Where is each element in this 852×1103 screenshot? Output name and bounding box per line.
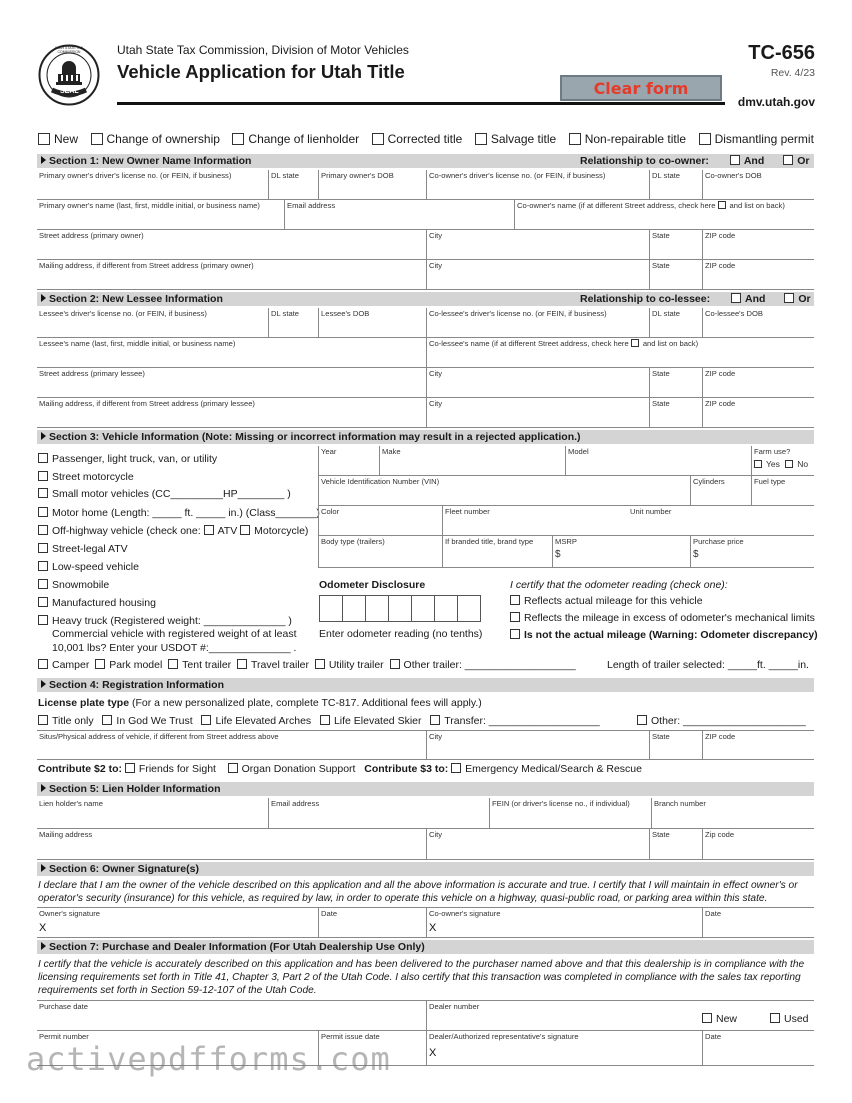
state-field[interactable]: State [649, 731, 702, 759]
vehicle-info-grid [318, 446, 814, 569]
s2-row-1 [37, 308, 814, 338]
type-street-legal-atv[interactable]: Street-legal ATV [38, 543, 128, 555]
form-title: Vehicle Application for Utah Title [117, 61, 405, 82]
checkbox[interactable] [125, 763, 135, 773]
plate-options [38, 715, 814, 727]
lien-fein-field[interactable]: FEIN (or driver's license no., if individual) [489, 798, 651, 828]
s2-row-3 [37, 368, 814, 398]
checkbox[interactable] [38, 543, 48, 553]
type-passenger[interactable]: Passenger, light truck, van, or utility [38, 453, 217, 465]
checkbox[interactable] [631, 339, 639, 347]
checkbox[interactable] [731, 293, 741, 303]
colessee-dl-field[interactable]: Co-lessee's driver's license no. (or FEIN, if business) [426, 308, 649, 337]
s6-signature-row [37, 907, 814, 938]
dealer-number-field[interactable]: Dealer number [426, 1001, 814, 1030]
checkbox[interactable] [232, 133, 244, 145]
zip-field[interactable]: ZIP code [702, 731, 814, 759]
checkbox[interactable] [38, 579, 48, 589]
primary-dob-field[interactable]: Primary owner's DOB [318, 170, 426, 199]
plate-in-god-we-trust[interactable]: In God We Trust [102, 715, 192, 727]
vehicle-row-1 [318, 446, 814, 476]
usdot-field[interactable]: 10,001 lbs? Enter your USDOT #:______________ . [52, 642, 297, 654]
clear-form-button[interactable]: Clear form [560, 75, 722, 101]
fleet-number-field[interactable]: Fleet number [442, 506, 628, 535]
checkbox[interactable] [91, 133, 103, 145]
trailer-options [38, 659, 576, 671]
s2-row-2 [37, 338, 814, 368]
checkbox[interactable] [38, 561, 48, 571]
rel-and[interactable]: And [731, 293, 765, 305]
vehicle-row-2 [318, 476, 814, 506]
option-dismantling-permit[interactable]: Dismantling permit [699, 132, 814, 146]
year-field[interactable]: Year [318, 446, 379, 475]
co-lessee-relationship: Relationship to co-lessee: And Or [580, 293, 811, 305]
zip-field[interactable]: Zip code [702, 829, 814, 859]
checkbox[interactable] [240, 525, 250, 535]
s1-row-2 [37, 200, 814, 230]
contrib-emergency[interactable]: Emergency Medical/Search & Rescue [451, 763, 642, 775]
checkbox[interactable] [228, 763, 238, 773]
checkbox[interactable] [38, 615, 48, 625]
lien-email-field[interactable]: Email address [268, 798, 489, 828]
option-salvage-title[interactable]: Salvage title [475, 132, 556, 146]
checkbox[interactable] [95, 659, 105, 669]
plate-arches[interactable]: Life Elevated Arches [201, 715, 311, 727]
header-rule [117, 102, 725, 105]
dealer-used[interactable]: Used [770, 1013, 809, 1025]
primary-name-field[interactable]: Primary owner's name (last, first, middle initial, or business name) [39, 201, 260, 210]
odo-excess[interactable]: Reflects the mileage in excess of odometer's mechanical limits [510, 612, 815, 624]
arrow-icon [41, 294, 46, 302]
lien-mailing-address-field[interactable]: Mailing address [39, 830, 93, 839]
checkbox[interactable] [320, 715, 330, 725]
arrow-icon [41, 942, 46, 950]
permit-issue-date-field[interactable]: Permit issue date [318, 1031, 426, 1065]
owner-signature-field[interactable]: Owner's signature X [39, 909, 100, 934]
type-small-motor[interactable]: Small motor vehicles (CC_________HP________ ) [38, 488, 291, 500]
type-ohv[interactable]: Off-highway vehicle (check one: ATV Motorcycle) [38, 525, 308, 537]
checkbox[interactable] [510, 629, 520, 639]
trailer-tent[interactable]: Tent trailer [168, 659, 231, 671]
zip-field[interactable]: ZIP code [702, 260, 814, 289]
checkbox[interactable] [38, 453, 48, 463]
cylinders-field[interactable]: Cylinders [690, 476, 751, 505]
coowner-name-field[interactable]: Co-owner's name (if at different Street address, check here and list on back) [514, 200, 814, 229]
vehicle-row-3 [318, 506, 814, 536]
city-field[interactable]: City [426, 829, 649, 859]
owner-declaration: I declare that I am the owner of the vehicle described on this application and all the above information is accurate and true. I certify that I will maintain in effect owner's or operator's security (insurance) for this vehicle, as required by law, in order to operate this vehicle on a highway, quasi-public road, or parking area within this state. [38, 880, 798, 904]
email-field[interactable]: Email address [284, 200, 514, 229]
checkbox[interactable] [430, 715, 440, 725]
checkbox[interactable] [699, 133, 711, 145]
state-field[interactable]: State [649, 230, 702, 259]
s1-row-1 [37, 170, 814, 200]
city-field[interactable]: City [426, 260, 649, 289]
section-2-header: Section 2: New Lessee Information Relationship to co-lessee: And Or [37, 292, 814, 306]
lessee-dl-state-field[interactable]: DL state [268, 308, 318, 337]
option-new[interactable]: New [38, 132, 78, 146]
lien-holder-name-field[interactable]: Lien holder's name [39, 799, 103, 808]
s5-row-1 [37, 798, 814, 829]
trailer-camper[interactable]: Camper [38, 659, 89, 671]
section-3-header: Section 3: Vehicle Information (Note: Missing or incorrect information may result in a rejected application.) [37, 430, 814, 444]
type-low-speed[interactable]: Low-speed vehicle [38, 561, 139, 573]
checkbox[interactable] [770, 1013, 780, 1023]
watermark: activepdfforms.com [26, 1040, 391, 1078]
revision: Rev. 4/23 [770, 67, 815, 79]
s2-row-4 [37, 398, 814, 428]
odometer-certify: I certify that the odometer reading (check one): [510, 579, 728, 591]
street-address-field[interactable]: Street address (primary owner) [39, 231, 144, 240]
checkbox[interactable] [168, 659, 178, 669]
s5-row-2 [37, 829, 814, 860]
fuel-type-field[interactable]: Fuel type [751, 476, 814, 505]
msrp-field[interactable]: MSRP $ [552, 536, 690, 567]
section-6-header: Section 6: Owner Signature(s) [37, 862, 814, 876]
state-seal [38, 44, 100, 106]
checkbox[interactable] [38, 525, 48, 535]
odometer-enter-label: Enter odometer reading (no tenths) [319, 628, 483, 640]
arrow-icon [41, 864, 46, 872]
colessee-dob-field[interactable]: Co-lessee's DOB [702, 308, 814, 337]
body-type-field[interactable]: Body type (trailers) [318, 536, 442, 567]
coowner-dl-state-field[interactable]: DL state [649, 170, 702, 199]
trailer-length-field[interactable]: Length of trailer selected: _____ft. _____in. [607, 659, 809, 671]
website: dmv.utah.gov [737, 95, 815, 109]
colessee-dl-state-field[interactable]: DL state [649, 308, 702, 337]
option-change-ownership[interactable]: Change of ownership [91, 132, 220, 146]
purpose-options [38, 132, 814, 146]
state-field[interactable]: State [649, 398, 702, 427]
type-snowmobile[interactable]: Snowmobile [38, 579, 109, 591]
type-manufactured-housing[interactable]: Manufactured housing [38, 597, 156, 609]
option-non-repairable[interactable]: Non-repairable title [569, 132, 686, 146]
primary-dl-field[interactable]: Primary owner's driver's license no. (or FEIN, if business) [39, 171, 232, 180]
plate-skier[interactable]: Life Elevated Skier [320, 715, 422, 727]
owner-date-field[interactable]: Date [318, 908, 426, 937]
colessee-name-field[interactable]: Co-lessee's name (if at different Street address, check here and list on back) [426, 338, 814, 367]
permit-number-field[interactable]: Permit number [39, 1032, 89, 1041]
co-owner-relationship: Relationship to co-owner: And Or [580, 155, 810, 167]
coowner-date-field[interactable]: Date [702, 908, 814, 937]
checkbox[interactable] [38, 507, 48, 517]
s1-row-4 [37, 260, 814, 290]
checkbox[interactable] [510, 595, 520, 605]
make-field[interactable]: Make [379, 446, 565, 475]
section-4-header: Section 4: Registration Information [37, 678, 814, 692]
checkbox[interactable] [451, 763, 461, 773]
checkbox[interactable] [475, 133, 487, 145]
seal-word: SEAL [60, 88, 79, 95]
city-field[interactable]: City [426, 230, 649, 259]
dealer-new[interactable]: New [702, 1013, 737, 1025]
odometer-title: Odometer Disclosure [319, 579, 426, 591]
type-motor-home[interactable]: Motor home (Length: _____ ft. _____ in.) (Class_______) [38, 507, 320, 519]
coowner-signature-field[interactable]: Co-owner's signature X [426, 908, 702, 937]
checkbox[interactable] [38, 659, 48, 669]
checkbox[interactable] [569, 133, 581, 145]
section-7-header: Section 7: Purchase and Dealer Information (For Utah Dealership Use Only) [37, 940, 814, 954]
arrow-icon [41, 432, 46, 440]
lessee-dl-field[interactable]: Lessee's driver's license no. (or FEIN, if business) [39, 309, 207, 318]
dealer-date-field[interactable]: Date [702, 1031, 814, 1065]
mailing-address-field[interactable]: Mailing address, if different from Street address (primary owner) [39, 261, 254, 270]
unit-number-field[interactable]: Unit number [630, 507, 672, 516]
street-address-field[interactable]: Street address (primary lessee) [39, 369, 145, 378]
situs-address-field[interactable]: Situs/Physical address of vehicle, if different from Street address above [39, 732, 279, 741]
form-number: TC-656 [748, 42, 815, 64]
plate-transfer[interactable]: Transfer: ___________________ [430, 715, 600, 727]
s7-row-1 [37, 1000, 814, 1031]
checkbox[interactable] [510, 612, 520, 622]
checkbox[interactable] [754, 460, 762, 468]
contributions: Contribute $2 to: Friends for Sight Organ Donation Support Contribute $3 to: Emergency Medical/Search & Rescue [38, 763, 642, 775]
purchase-price-field[interactable]: Purchase price $ [690, 536, 814, 567]
section-5-header: Section 5: Lien Holder Information [37, 782, 814, 796]
plate-title-only[interactable]: Title only [38, 715, 94, 727]
contrib-friends-sight[interactable]: Friends for Sight [125, 763, 216, 775]
color-field[interactable]: Color [318, 506, 442, 535]
type-heavy-truck[interactable]: Heavy truck (Registered weight: ______________ ) [38, 615, 292, 627]
type-street-motorcycle[interactable]: Street motorcycle [38, 471, 134, 483]
farm-use-field: Farm use? Yes No [751, 446, 814, 475]
option-corrected-title[interactable]: Corrected title [372, 132, 463, 146]
farm-yes[interactable]: Yes [754, 459, 780, 469]
checkbox[interactable] [784, 293, 794, 303]
trailer-park-model[interactable]: Park model [95, 659, 162, 671]
purchase-date-field[interactable]: Purchase date [39, 1002, 88, 1011]
trailer-other[interactable]: Other trailer: ___________________ [390, 659, 576, 671]
checkbox[interactable] [718, 201, 726, 209]
state-field[interactable]: State [649, 260, 702, 289]
contrib-organ-donation[interactable]: Organ Donation Support [228, 763, 356, 775]
option-change-lienholder[interactable]: Change of lienholder [232, 132, 359, 146]
odo-actual[interactable]: Reflects actual mileage for this vehicle [510, 595, 703, 607]
city-field[interactable]: City [426, 398, 649, 427]
rel-and[interactable]: And [730, 155, 764, 167]
model-field[interactable]: Model [565, 446, 751, 475]
checkbox[interactable] [38, 133, 50, 145]
trailer-utility[interactable]: Utility trailer [315, 659, 384, 671]
checkbox[interactable] [201, 715, 211, 725]
branch-number-field[interactable]: Branch number [651, 798, 814, 828]
coowner-dob-field[interactable]: Co-owner's DOB [702, 170, 814, 199]
agency-name: Utah State Tax Commission, Division of Motor Vehicles [117, 43, 409, 57]
checkbox[interactable] [38, 471, 48, 481]
situs-row [37, 730, 814, 760]
arrow-icon [41, 784, 46, 792]
checkbox[interactable] [702, 1013, 712, 1023]
checkbox[interactable] [372, 133, 384, 145]
checkbox[interactable] [102, 715, 112, 725]
checkbox[interactable] [390, 659, 400, 669]
zip-field[interactable]: ZIP code [702, 368, 814, 397]
rel-or[interactable]: Or [784, 293, 810, 305]
odometer-boxes[interactable] [319, 595, 481, 622]
checkbox[interactable] [783, 155, 793, 165]
dealer-certification: I certify that the vehicle is accurately described on this application and has been delivered to the purchaser named above and that this dealership is in compliance with the licensing requirements set forth in Title 41, Chapter 3, Part 2 of the Utah Code. I also certify that this transaction was completed in compliance with the sales tax reporting requirements set forth in Section 59-12-107 of the Utah Code. [38, 959, 805, 996]
coowner-dl-field[interactable]: Co-owner's driver's license no. (or FEIN, if business) [426, 170, 649, 199]
checkbox[interactable] [730, 155, 740, 165]
commercial-question: Commercial vehicle with registered weight of at least [52, 628, 297, 640]
arrow-icon [41, 156, 46, 164]
checkbox[interactable] [38, 597, 48, 607]
lessee-dob-field[interactable]: Lessee's DOB [318, 308, 426, 337]
mailing-address-field[interactable]: Mailing address, if different from Street address (primary lessee) [39, 399, 255, 408]
city-field[interactable]: City [426, 368, 649, 397]
vehicle-row-4 [318, 536, 814, 568]
seal-text: UTAH STATE TAX COMMISSION [54, 46, 84, 54]
checkbox[interactable] [38, 715, 48, 725]
checkbox[interactable] [315, 659, 325, 669]
vin-field[interactable]: Vehicle Identification Number (VIN) [318, 476, 690, 505]
checkbox[interactable] [237, 659, 247, 669]
arrow-icon [41, 680, 46, 688]
checkbox[interactable] [204, 525, 214, 535]
zip-field[interactable]: ZIP code [702, 230, 814, 259]
checkbox[interactable] [785, 460, 793, 468]
plate-other[interactable]: Other: _____________________ [637, 715, 806, 727]
trailer-travel[interactable]: Travel trailer [237, 659, 309, 671]
zip-field[interactable]: ZIP code [702, 398, 814, 427]
checkbox[interactable] [637, 715, 647, 725]
city-field[interactable]: City [426, 731, 649, 759]
state-field[interactable]: State [649, 368, 702, 397]
section-1-header: Section 1: New Owner Name Information Relationship to co-owner: And Or [37, 154, 814, 168]
odo-discrepancy[interactable]: Is not the actual mileage (Warning: Odometer discrepancy) [510, 629, 818, 641]
checkbox[interactable] [38, 488, 48, 498]
dealer-signature-field[interactable]: Dealer/Authorized representative's signature X [426, 1031, 702, 1065]
brand-type-field[interactable]: If branded title, brand type [442, 536, 552, 567]
s1-row-3 [37, 230, 814, 260]
farm-no[interactable]: No [782, 459, 808, 469]
primary-dl-state-field[interactable]: DL state [268, 170, 318, 199]
rel-or[interactable]: Or [783, 155, 809, 167]
state-field[interactable]: State [649, 829, 702, 859]
plate-type-label: License plate type (For a new personalized plate, complete TC-817. Additional fees will apply.) [38, 697, 482, 709]
lessee-name-field[interactable]: Lessee's name (last, first, middle initial, or business name) [39, 339, 236, 348]
